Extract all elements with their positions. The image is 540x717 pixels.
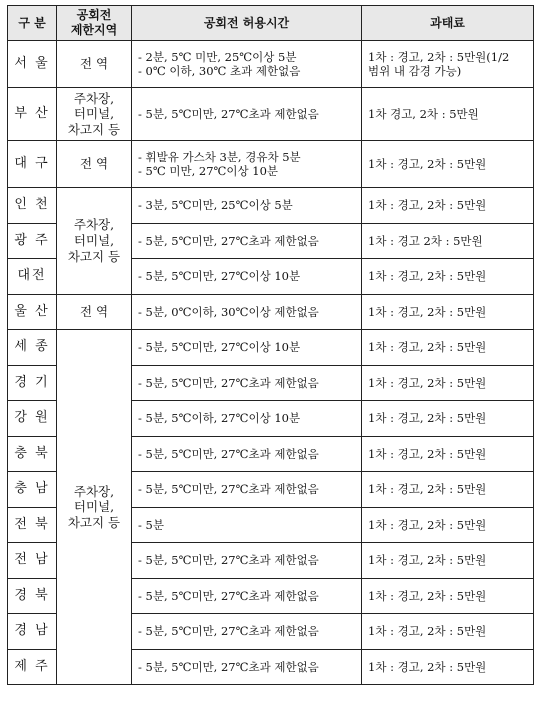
- hours-line: - 5분, 5℃미만, 27℃이상 10분: [138, 269, 301, 284]
- fine-cell: [362, 41, 534, 88]
- hours-cell: [132, 223, 362, 259]
- hours-line: - 5분, 0℃이하, 30℃이상 제한없음: [138, 304, 319, 319]
- header-area: 공회전 제한지역: [57, 6, 132, 41]
- region-cell: 서 울: [8, 41, 57, 88]
- region-cell: 부 산: [8, 88, 57, 141]
- fine-cell: [362, 472, 534, 508]
- area-cell: 주차장, 터미널, 차고지 등: [57, 188, 132, 295]
- region-cell: 인 천: [8, 188, 57, 224]
- hours-cell: [132, 614, 362, 650]
- fine-cell: [362, 330, 534, 366]
- region-cell: 경 남: [8, 614, 57, 650]
- hours-line: - 5분, 5℃미만, 27℃초과 제한없음: [138, 482, 319, 497]
- hours-cell: [132, 330, 362, 366]
- header-row: [8, 6, 534, 41]
- hours-cell: [132, 507, 362, 543]
- fine-line: 1차 : 경고, 2차 : 5만원: [368, 304, 487, 319]
- table-row: [8, 294, 534, 330]
- header-fine: 과태료: [362, 6, 534, 41]
- region-cell: 경 기: [8, 365, 57, 401]
- area-cell: 전 역: [57, 41, 132, 88]
- hours-cell: [132, 365, 362, 401]
- hours-line: - 5분, 5℃미만, 27℃이상 10분: [138, 340, 301, 355]
- hours-line: - 휘발유 가스차 3분, 경유차 5분: [138, 149, 301, 164]
- fine-line: 1차 : 경고, 2차 : 5만원: [368, 156, 487, 171]
- hours-line: - 5분: [138, 517, 164, 532]
- region-cell: 전 북: [8, 507, 57, 543]
- hours-line: - 5분, 5℃미만, 27℃초과 제한없음: [138, 106, 319, 121]
- region-cell: 대전: [8, 259, 57, 295]
- fine-line: 1차 : 경고, 2차 : 5만원: [368, 588, 487, 603]
- fine-cell: [362, 141, 534, 188]
- region-cell: 충 남: [8, 472, 57, 508]
- hours-cell: [132, 578, 362, 614]
- hours-line: - 5분, 5℃미만, 27℃초과 제한없음: [138, 233, 319, 248]
- hours-line: - 5분, 5℃이하, 27℃이상 10분: [138, 411, 301, 426]
- fine-line: 범위 내 감경 가능): [368, 64, 462, 78]
- fine-line: 1차 : 경고, 2차 : 5만원: [368, 198, 487, 213]
- fine-cell: [362, 401, 534, 437]
- fine-line: 1차 : 경고, 2차 : 5만원: [368, 269, 487, 284]
- hours-line: - 5℃ 미만, 27℃이상 10분: [138, 164, 279, 178]
- fine-line: 1차 : 경고, 2차 : 5만원: [368, 375, 487, 390]
- hours-line: - 5분, 5℃미만, 27℃초과 제한없음: [138, 588, 319, 603]
- hours-cell: [132, 436, 362, 472]
- hours-cell: [132, 543, 362, 579]
- area-cell: 주차장, 터미널, 차고지 등: [57, 330, 132, 685]
- fine-line: 1차 : 경고, 2차 : 5만원: [368, 482, 487, 497]
- area-cell: 전 역: [57, 294, 132, 330]
- fine-cell: [362, 507, 534, 543]
- fine-cell: [362, 614, 534, 650]
- table-row: [8, 41, 534, 88]
- region-cell: 제 주: [8, 649, 57, 685]
- fine-line: 1차 : 경고, 2차 : 5만원: [368, 517, 487, 532]
- fine-cell: [362, 365, 534, 401]
- fine-line: 1차 : 경고, 2차 : 5만원: [368, 659, 487, 674]
- hours-cell: [132, 88, 362, 141]
- fine-line: 1차 : 경고, 2차 : 5만원(1/2: [368, 49, 510, 64]
- fine-line: 1차 : 경고, 2차 : 5만원: [368, 411, 487, 426]
- fine-cell: [362, 543, 534, 579]
- hours-cell: [132, 472, 362, 508]
- fine-cell: [362, 88, 534, 141]
- region-cell: 강 원: [8, 401, 57, 437]
- hours-line: - 5분, 5℃미만, 27℃초과 제한없음: [138, 659, 319, 674]
- region-cell: 경 북: [8, 578, 57, 614]
- fine-cell: [362, 188, 534, 224]
- table-row: [8, 330, 534, 366]
- area-cell: 전 역: [57, 141, 132, 188]
- hours-line: - 2분, 5℃ 미만, 25℃이상 5분: [138, 49, 297, 64]
- fine-line: 1차 경고, 2차 : 5만원: [368, 106, 479, 121]
- region-cell: 울 산: [8, 294, 57, 330]
- region-cell: 충 북: [8, 436, 57, 472]
- hours-line: - 5분, 5℃미만, 27℃초과 제한없음: [138, 446, 319, 461]
- hours-line: - 5분, 5℃미만, 27℃초과 제한없음: [138, 553, 319, 568]
- fine-line: 1차 : 경고, 2차 : 5만원: [368, 624, 487, 639]
- fine-cell: [362, 436, 534, 472]
- region-cell: 세 종: [8, 330, 57, 366]
- table-row: [8, 141, 534, 188]
- region-cell: 광 주: [8, 223, 57, 259]
- fine-line: 1차 : 경고, 2차 : 5만원: [368, 446, 487, 461]
- fine-cell: [362, 223, 534, 259]
- table-row: [8, 88, 534, 141]
- fine-cell: [362, 259, 534, 295]
- hours-line: - 3분, 5℃미만, 25℃이상 5분: [138, 198, 293, 213]
- fine-line: 1차 : 경고, 2차 : 5만원: [368, 553, 487, 568]
- hours-cell: [132, 649, 362, 685]
- hours-cell: [132, 141, 362, 188]
- idling-regulation-table: [7, 5, 534, 685]
- header-region: 구 분: [8, 6, 57, 41]
- region-cell: 대 구: [8, 141, 57, 188]
- hours-cell: [132, 401, 362, 437]
- hours-line: - 5분, 5℃미만, 27℃초과 제한없음: [138, 624, 319, 639]
- fine-cell: [362, 294, 534, 330]
- area-cell: 주차장, 터미널, 차고지 등: [57, 88, 132, 141]
- hours-cell: [132, 259, 362, 295]
- table-row: [8, 188, 534, 224]
- fine-cell: [362, 578, 534, 614]
- fine-line: 1차 : 경고, 2차 : 5만원: [368, 340, 487, 355]
- header-hours: 공회전 허용시간: [132, 6, 362, 41]
- hours-cell: [132, 188, 362, 224]
- fine-line: 1차 : 경고 2차 : 5만원: [368, 233, 483, 248]
- fine-cell: [362, 649, 534, 685]
- region-cell: 전 남: [8, 543, 57, 579]
- hours-line: - 5분, 5℃미만, 27℃초과 제한없음: [138, 375, 319, 390]
- hours-line: - 0℃ 이하, 30℃ 초과 제한없음: [138, 64, 301, 78]
- hours-cell: [132, 41, 362, 88]
- hours-cell: [132, 294, 362, 330]
